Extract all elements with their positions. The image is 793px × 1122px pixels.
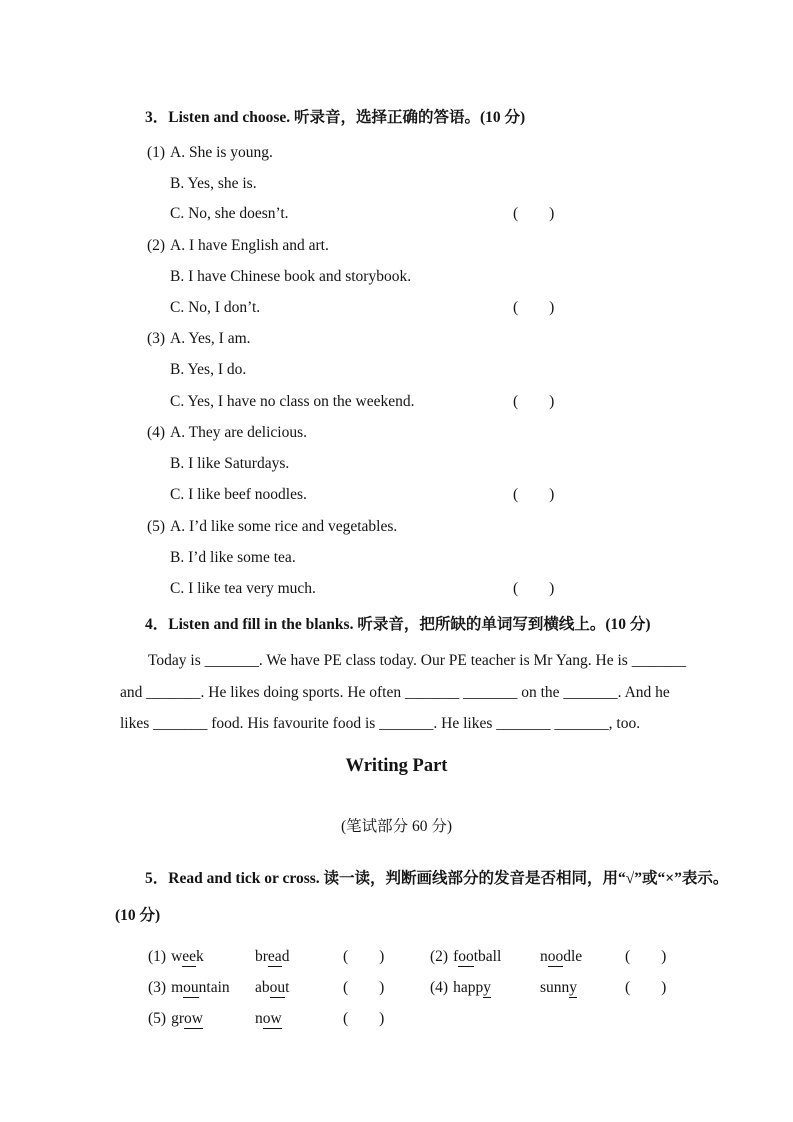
writing-part-title: Writing Part — [345, 756, 448, 776]
question-number: (1) — [147, 144, 166, 161]
question-number: (4) — [147, 424, 166, 441]
paragraph-line: and _______. He likes doing sports. He often _______ _______ on the _______. And he — [120, 684, 670, 701]
underlined-letters: y — [569, 978, 578, 996]
pair-item — [430, 979, 540, 997]
pair-item — [148, 979, 255, 997]
word-first: happy — [453, 978, 491, 996]
option-row — [0, 175, 793, 206]
word-second: sunny — [540, 978, 578, 996]
answer-bracket: ( ) — [513, 299, 555, 316]
underlined-letters: ee — [182, 947, 197, 965]
option-row — [0, 237, 793, 268]
answer-bracket: ( ) — [625, 978, 667, 996]
answer-bracket: ( ) — [513, 486, 555, 503]
pair-number: (1) — [148, 947, 167, 965]
section4-heading: 4．Listen and fill in the blanks. 听录音，把所缺的单词写到横线上。(10 分) — [145, 616, 651, 633]
option-text: A. I have English and art. — [170, 237, 329, 254]
pair-item — [148, 1010, 255, 1028]
option-text: C. I like tea very much. — [170, 580, 316, 597]
section5-heading: 5．Read and tick or cross. 读一读，判断画线部分的发音是否相同，用“√”或“×”表示。 — [145, 870, 729, 887]
paragraph-line: Today is _______. We have PE class today. Our PE teacher is Mr Yang. He is _______ — [148, 652, 686, 669]
option-row — [0, 330, 793, 361]
option-text: B. Yes, I do. — [170, 361, 247, 378]
word-first: mountain — [171, 978, 230, 996]
option-row — [0, 205, 793, 236]
option-row — [0, 518, 793, 549]
pair-number: (2) — [430, 947, 449, 965]
word-first: football — [453, 947, 502, 965]
underlined-letters: ea — [267, 947, 282, 965]
underlined-letters: y — [483, 978, 491, 996]
answer-bracket: ( ) — [513, 393, 555, 410]
answer-bracket: ( ) — [343, 947, 385, 965]
answer-bracket: ( ) — [513, 205, 555, 222]
word-second: noodle — [540, 947, 583, 965]
option-text: A. She is young. — [170, 144, 273, 161]
underlined-letters: ou — [269, 978, 286, 996]
option-text: B. I have Chinese book and storybook. — [170, 268, 412, 285]
section5-score-line: (10 分) — [115, 907, 161, 924]
option-text: B. Yes, she is. — [170, 175, 257, 192]
writing-part-subtitle: (笔试部分 60 分) — [340, 818, 453, 835]
option-text: C. No, she doesn’t. — [170, 205, 289, 222]
underlined-letters: ou — [183, 978, 199, 996]
answer-bracket: ( ) — [343, 1009, 385, 1027]
pair-item — [148, 948, 255, 966]
option-text: C. Yes, I have no class on the weekend. — [170, 393, 415, 410]
answer-bracket: ( ) — [513, 580, 555, 597]
option-row — [0, 549, 793, 580]
question-number: (3) — [147, 330, 166, 347]
option-row — [0, 299, 793, 330]
option-text: B. I like Saturdays. — [170, 455, 290, 472]
word-first: week — [171, 947, 204, 965]
pair-number: (3) — [148, 978, 167, 996]
word-first: grow — [171, 1009, 203, 1027]
option-text: C. I like beef noodles. — [170, 486, 307, 503]
question-number: (2) — [147, 237, 166, 254]
option-text: A. Yes, I am. — [170, 330, 251, 347]
word-second: about — [255, 978, 290, 996]
option-row — [0, 580, 793, 611]
question-number: (5) — [147, 518, 166, 535]
option-text: C. No, I don’t. — [170, 299, 261, 316]
option-row — [0, 268, 793, 299]
word-second: bread — [255, 947, 290, 965]
option-text: B. I’d like some tea. — [170, 549, 296, 566]
section3-heading: 3．Listen and choose. 听录音，选择正确的答语。(10 分) — [145, 109, 526, 126]
word-second: now — [255, 1009, 282, 1027]
pair-number: (4) — [430, 978, 449, 996]
option-row — [0, 144, 793, 175]
paragraph-line: likes _______ food. His favourite food is _______. He likes _______ _______, too. — [120, 715, 641, 732]
option-row — [0, 393, 793, 424]
option-row — [0, 424, 793, 455]
phonics-pairs-grid — [148, 941, 685, 1035]
underlined-letters: oo — [547, 947, 564, 965]
option-row — [0, 486, 793, 517]
pair-item — [430, 948, 540, 966]
option-text: A. They are delicious. — [170, 424, 308, 441]
underlined-letters: ow — [184, 1009, 203, 1027]
option-row — [0, 455, 793, 486]
option-row — [0, 361, 793, 392]
underlined-letters: oo — [458, 947, 474, 965]
underlined-letters: ow — [262, 1009, 282, 1027]
pair-number: (5) — [148, 1009, 167, 1027]
answer-bracket: ( ) — [343, 978, 385, 996]
answer-bracket: ( ) — [625, 947, 667, 965]
option-text: A. I’d like some rice and vegetables. — [170, 518, 398, 535]
